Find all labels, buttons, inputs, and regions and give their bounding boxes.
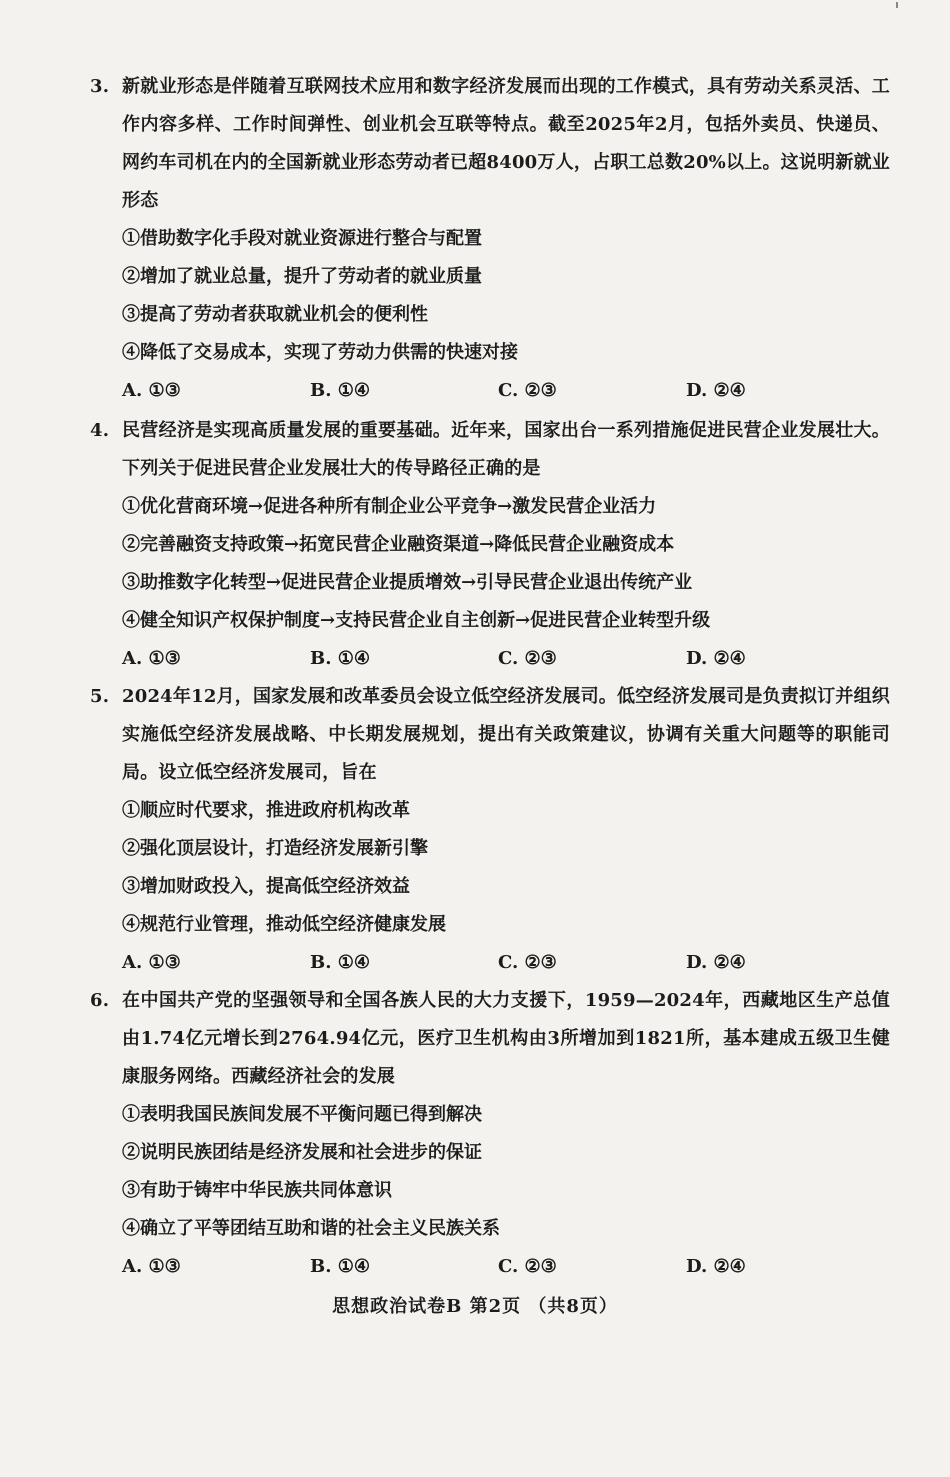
statement-1: ①借助数字化手段对就业资源进行整合与配置 [122, 228, 482, 249]
question-stem [90, 982, 890, 1096]
scan-mark [896, 2, 898, 8]
question-text: 在中国共产党的坚强领导和全国各族人民的大力支援下，1959—2024年，西藏地区生产总值由1.74亿元增长到2764.94亿元，医疗卫生机构由3所增加到1821所，基本建成五级卫生健康服务网络。西藏经济社会的发展 [122, 990, 890, 1087]
question-text: 新就业形态是伴随着互联网技术应用和数字经济发展而出现的工作模式，具有劳动关系灵活、工作内容多样、工作时间弹性、创业机会互联等特点。截至2025年2月，包括外卖员、快递员、网约车司机在内的全国新就业形态劳动者已超8400万人，占职工总数20%以上。这说明新就业形态 [122, 76, 890, 211]
statement-2: ②强化顶层设计，打造经济发展新引擎 [122, 838, 428, 859]
choice-a: A. ①③ [122, 380, 181, 401]
choice-b: B. ①④ [310, 1256, 371, 1277]
statement-3: ③提高了劳动者获取就业机会的便利性 [122, 304, 428, 325]
choice-c: C. ②③ [498, 1256, 557, 1277]
statement-4: ④健全知识产权保护制度→支持民营企业自主创新→促进民营企业转型升级 [122, 610, 711, 631]
choice-d: D. ②④ [686, 648, 746, 669]
question-number: 5. [90, 686, 110, 707]
choice-c: C. ②③ [498, 380, 557, 401]
question-text: 2024年12月，国家发展和改革委员会设立低空经济发展司。低空经济发展司是负责拟订并组织实施低空经济发展战略、中长期发展规划，提出有关政策建议，协调有关重大问题等的职能司局。设立低空经济发展司，旨在 [122, 686, 890, 783]
choice-c: C. ②③ [498, 952, 557, 973]
question-text: 民营经济是实现高质量发展的重要基础。近年来，国家出台一系列措施促进民营企业发展壮大。下列关于促进民营企业发展壮大的传导路径正确的是 [122, 420, 890, 479]
question-stem [90, 678, 890, 792]
statement-3: ③有助于铸牢中华民族共同体意识 [122, 1180, 392, 1201]
choice-d: D. ②④ [686, 952, 746, 973]
question-5 [90, 678, 890, 982]
question-number: 4. [90, 420, 110, 441]
answer-choices [90, 640, 890, 678]
choice-b: B. ①④ [310, 380, 371, 401]
statement-1: ①顺应时代要求，推进政府机构改革 [122, 800, 410, 821]
question-number: 3. [90, 76, 110, 97]
question-6 [90, 982, 890, 1286]
page-footer: 思想政治试卷B 第2页 （共8页） [332, 1296, 618, 1317]
statement-1: ①优化营商环境→促进各种所有制企业公平竞争→激发民营企业活力 [122, 496, 657, 517]
statement-4: ④降低了交易成本，实现了劳动力供需的快速对接 [122, 342, 518, 363]
statement-3: ③助推数字化转型→促进民营企业提质增效→引导民营企业退出传统产业 [122, 572, 693, 593]
statement-3: ③增加财政投入，提高低空经济效益 [122, 876, 410, 897]
choice-a: A. ①③ [122, 1256, 181, 1277]
choice-d: D. ②④ [686, 380, 746, 401]
choice-a: A. ①③ [122, 952, 181, 973]
choice-b: B. ①④ [310, 952, 371, 973]
question-stem [90, 412, 890, 488]
question-stem [90, 68, 890, 220]
statement-4: ④确立了平等团结互助和谐的社会主义民族关系 [122, 1218, 500, 1239]
answer-choices [90, 1248, 890, 1286]
statement-2: ②说明民族团结是经济发展和社会进步的保证 [122, 1142, 482, 1163]
question-3 [90, 68, 890, 410]
choice-d: D. ②④ [686, 1256, 746, 1277]
answer-choices [90, 944, 890, 982]
question-4 [90, 412, 890, 678]
choice-b: B. ①④ [310, 648, 371, 669]
answer-choices [90, 372, 890, 410]
statement-2: ②增加了就业总量，提升了劳动者的就业质量 [122, 266, 482, 287]
statement-4: ④规范行业管理，推动低空经济健康发展 [122, 914, 446, 935]
choice-c: C. ②③ [498, 648, 557, 669]
statement-2: ②完善融资支持政策→拓宽民营企业融资渠道→降低民营企业融资成本 [122, 534, 675, 555]
question-number: 6. [90, 990, 110, 1011]
statement-1: ①表明我国民族间发展不平衡问题已得到解决 [122, 1104, 482, 1125]
choice-a: A. ①③ [122, 648, 181, 669]
